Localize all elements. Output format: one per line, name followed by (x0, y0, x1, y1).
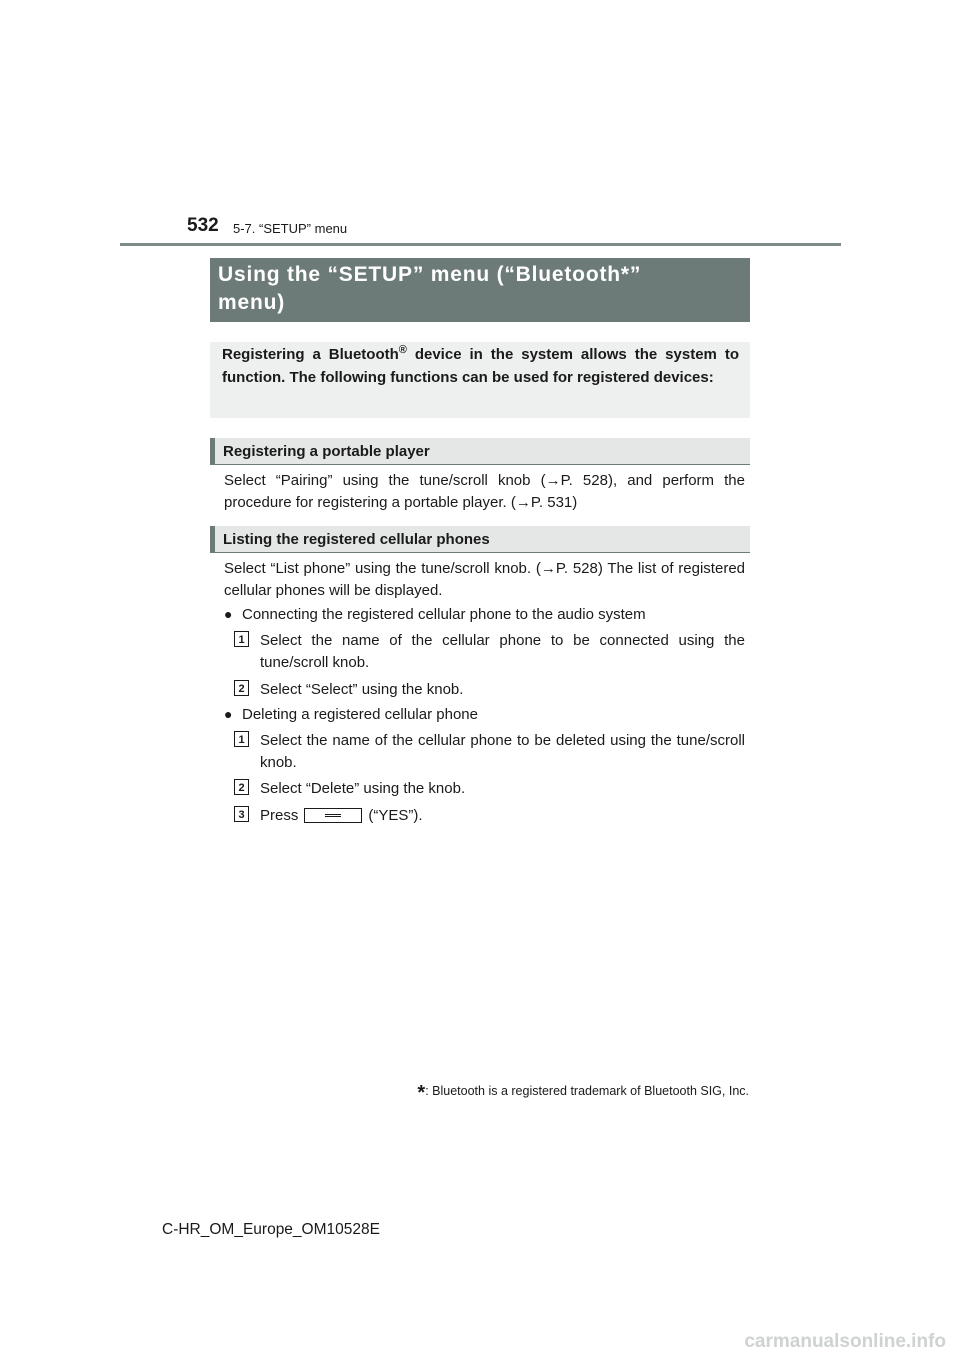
step-text: Select the name of the cellular phone to be connected using the tune/scroll knob. (260, 632, 745, 671)
document-code: C-HR_OM_Europe_OM10528E (162, 1221, 380, 1238)
delete-step-3 (234, 805, 745, 827)
portable-player-instructions: Select “Pairing” using the tune/scroll knob (→P. 528), and perform the procedure for registering a portable player. (→P. 531) (224, 472, 745, 511)
bullet-connecting-phone (224, 603, 745, 626)
footnote-text: : Bluetooth is a registered trademark of Bluetooth SIG, Inc. (425, 1084, 749, 1098)
step-number: 2 (234, 680, 249, 696)
footnote-asterisk: * (417, 1082, 426, 1104)
registered-mark: ® (398, 344, 407, 356)
bullet-text: Deleting a registered cellular phone (242, 706, 478, 723)
step-text-yes: (“YES”). (368, 807, 423, 824)
step-text (260, 805, 745, 827)
button-mark-icon (325, 814, 341, 817)
yes-button-icon (304, 808, 362, 823)
intro-text-end: device in the system allows the system to function. The following functions can be used for registered devices: (222, 346, 739, 386)
intro-text-start: Registering a Bluetooth (222, 346, 399, 363)
connect-step-2 (234, 679, 745, 701)
step-number: 1 (234, 631, 249, 647)
step-text: Select “Delete” using the knob. (260, 780, 466, 797)
page-title (210, 258, 750, 322)
header-rule (120, 243, 841, 246)
heading-registered-phones: Listing the registered cellular phones (210, 526, 750, 553)
intro-box (210, 342, 750, 418)
bullet-text: Connecting the registered cellular phone to the audio system (242, 606, 646, 623)
bullet-deleting-phone (224, 703, 745, 726)
footnote (417, 1082, 749, 1105)
step-text: Select “Select” using the knob. (260, 681, 464, 698)
step-number: 3 (234, 806, 249, 822)
page-title-line-1: Using the “SETUP” menu (“Bluetooth*” (218, 263, 642, 286)
step-number: 1 (234, 731, 249, 747)
delete-step-2 (234, 778, 745, 800)
bullet-dot: ● (224, 606, 233, 622)
registered-phones-instructions: Select “List phone” using the tune/scroll knob. (→P. 528) The list of registered cellular phones will be displayed. (224, 560, 745, 599)
heading-portable-player: Registering a portable player (210, 438, 750, 465)
step-text: Select the name of the cellular phone to be deleted using the tune/scroll knob. (260, 732, 745, 771)
watermark: carmanualsonline.info (744, 1331, 946, 1352)
section-label: 5-7. “SETUP” menu (233, 221, 348, 236)
delete-step-1 (234, 730, 745, 774)
connect-step-1 (234, 630, 745, 674)
page-title-line-2: menu) (218, 291, 285, 314)
bullet-dot: ● (224, 706, 233, 722)
step-text-press: Press (260, 807, 299, 824)
step-number: 2 (234, 779, 249, 795)
page-number: 532 (187, 215, 219, 236)
